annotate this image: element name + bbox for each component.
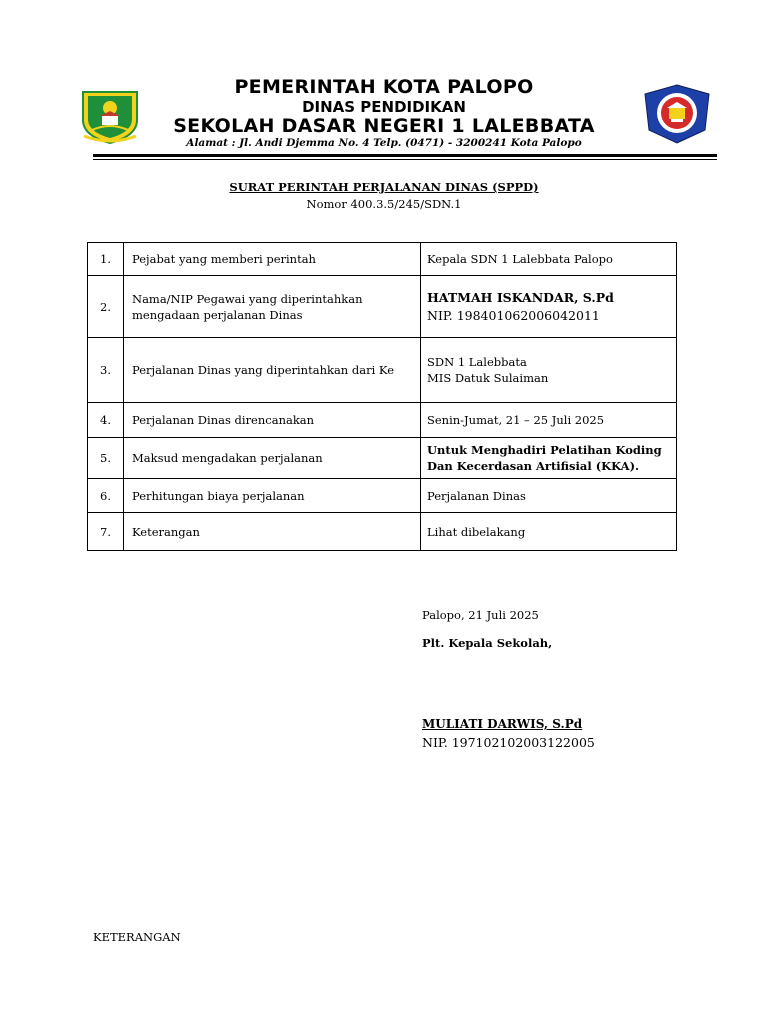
row-number: 2. — [88, 276, 124, 338]
table-row — [88, 403, 677, 438]
table-row — [88, 338, 677, 403]
employee-nip: NIP. 198401062006042011 — [427, 307, 600, 323]
footer-note: KETERANGAN — [93, 930, 181, 944]
row-label: Perjalanan Dinas direncanakan — [124, 403, 421, 438]
letterhead-rule-thick — [93, 154, 717, 157]
row-number: 5. — [88, 438, 124, 479]
row-number: 1. — [88, 243, 124, 276]
row-value: Kepala SDN 1 Lalebbata Palopo — [421, 243, 677, 276]
row-value — [421, 276, 677, 338]
sppd-table — [87, 242, 677, 551]
row-number: 7. — [88, 513, 124, 551]
row-label: Nama/NIP Pegawai yang diperintahkan mengadaan perjalanan Dinas — [124, 276, 421, 338]
table-row — [88, 243, 677, 276]
letterhead-rule-thin — [93, 159, 717, 160]
header-school-name: SEKOLAH DASAR NEGERI 1 LALEBBATA — [173, 115, 595, 137]
table-row — [88, 479, 677, 513]
row-value: Senin-Jumat, 21 – 25 Juli 2025 — [421, 403, 677, 438]
signature-name: MULIATI DARWIS, S.Pd — [422, 717, 583, 731]
table-row — [88, 438, 677, 479]
header-department: DINAS PENDIDIKAN — [302, 98, 466, 116]
row-value: Lihat dibelakang — [421, 513, 677, 551]
row-label: Keterangan — [124, 513, 421, 551]
header-address: Alamat : Jl. Andi Djemma No. 4 Telp. (0471) - 3200241 Kota Palopo — [186, 137, 582, 149]
row-label: Perjalanan Dinas yang diperintahkan dari Ke — [124, 338, 421, 403]
table-row — [88, 513, 677, 551]
row-number: 4. — [88, 403, 124, 438]
row-label: Maksud mengadakan perjalanan — [124, 438, 421, 479]
signature-place-date: Palopo, 21 Juli 2025 — [422, 608, 539, 622]
signature-role: Plt. Kepala Sekolah, — [422, 636, 553, 650]
row-value: Perjalanan Dinas — [421, 479, 677, 513]
signature-nip: NIP. 197102102003122005 — [422, 735, 595, 750]
document-title: SURAT PERINTAH PERJALANAN DINAS (SPPD) — [229, 180, 539, 194]
row-label: Perhitungan biaya perjalanan — [124, 479, 421, 513]
document-number: Nomor 400.3.5/245/SDN.1 — [306, 197, 462, 211]
row-number: 6. — [88, 479, 124, 513]
header-government: PEMERINTAH KOTA PALOPO — [234, 76, 534, 98]
row-number: 3. — [88, 338, 124, 403]
table-row — [88, 276, 677, 338]
employee-name: HATMAH ISKANDAR, S.Pd — [427, 289, 614, 305]
row-value: Untuk Menghadiri Pelatihan Koding Dan Kecerdasan Artifisial (KKA). — [421, 438, 677, 479]
row-value: SDN 1 Lalebbata MIS Datuk Sulaiman — [421, 338, 677, 403]
row-label: Pejabat yang memberi perintah — [124, 243, 421, 276]
